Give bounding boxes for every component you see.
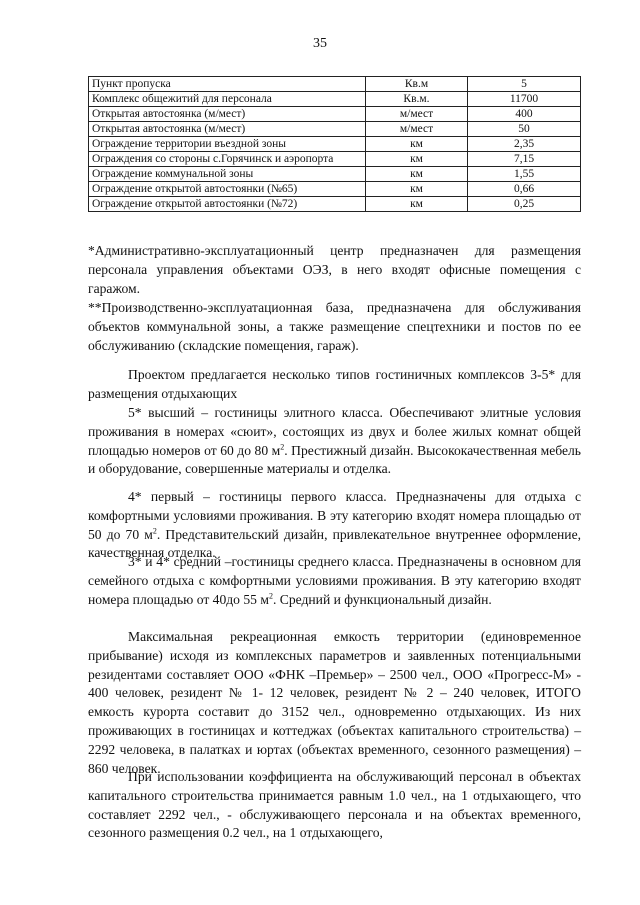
table-row <box>89 152 581 167</box>
table-row <box>89 77 581 92</box>
row-name: Ограждение открытой автостоянки (№65) <box>89 182 366 197</box>
row-unit: км <box>366 167 468 182</box>
footnote-admin-center: *Административно-эксплуатационный центр предназначен для размещения персонала управления объектами ОЭЗ, в него входят офисные помещения с гаражом. <box>88 243 581 296</box>
text-fragment: . Представительский дизайн, привлекательное внутреннее оформление, качественная отделка. <box>88 526 582 561</box>
row-value: 5 <box>468 77 581 92</box>
page-number: 35 <box>313 36 327 51</box>
table-row <box>89 107 581 122</box>
row-unit: м/мест <box>366 107 468 122</box>
superscript: 2 <box>280 442 285 452</box>
superscript: 2 <box>152 526 157 536</box>
text-fragment: 3* и 4* средний –гостиницы среднего класса. Предназначены в основном для семейного отдыха с комфортными условиями проживания. В эту категорию входят номера площадью от 40до 55 м <box>88 554 581 607</box>
row-name: Открытая автостоянка (м/мест) <box>89 107 366 122</box>
row-name: Ограждение открытой автостоянки (№72) <box>89 197 366 212</box>
table-row <box>89 137 581 152</box>
paragraph-staff-coefficient: При использовании коэффициента на обслуживающий персонал в объектах капитального строительства принимается равным 1.0 чел., на 1 отдыхающего, что составляет 2292 чел., - обслуживающего персонала и на объектах временного, сезонного размещения 0.2 чел., на 1 отдыхающего, <box>88 769 581 841</box>
row-unit: км <box>366 137 468 152</box>
row-name: Ограждение территории въездной зоны <box>89 137 366 152</box>
row-unit: м/мест <box>366 122 468 137</box>
text-fragment: . Престижный дизайн. Высококачественная мебель и оборудование, совершенные материалы и отделка. <box>88 442 581 477</box>
row-value: 11700 <box>468 92 581 107</box>
table-row <box>89 182 581 197</box>
row-value: 7,15 <box>468 152 581 167</box>
row-value: 2,35 <box>468 137 581 152</box>
table-row <box>89 167 581 182</box>
table-row <box>89 92 581 107</box>
row-unit: Кв.м <box>366 77 468 92</box>
row-unit: км <box>366 152 468 167</box>
table-row <box>89 197 581 212</box>
table-row <box>89 122 581 137</box>
row-value: 0,66 <box>468 182 581 197</box>
row-name: Комплекс общежитий для персонала <box>89 92 366 107</box>
text-fragment: . Средний и функциональный дизайн. <box>272 591 492 607</box>
paragraph-capacity: Максимальная рекреационная емкость территории (единовременное прибывание) исходя из комплексных параметров и заявленных потенциальными резидентами составляет ООО «ФНК –Премьер» – 2500 чел., ООО «Прогресс-М» - 400 человек, резидент № 1- 12 человек, резидент № 2 – 240 человек, ИТОГО емкость курорта составит до 3152 чел., одновременно отдыхающих. Из них проживающих в гостиницах и коттеджах (объектах капитального строительства) – 2292 человека, в палатках и юртах (объектах временного, сезонного размещения) – 860 человек. <box>88 629 581 776</box>
row-value: 400 <box>468 107 581 122</box>
superscript: 2 <box>268 591 273 601</box>
text-fragment: 5* высший – гостиницы элитного класса. Обеспечивают элитные условия проживания в номерах «сюит», состоящих из двух и более жилых комнат общей площадью номеров от 60 до 80 м <box>88 405 581 458</box>
row-name: Открытая автостоянка (м/мест) <box>89 122 366 137</box>
row-name: Ограждение коммунальной зоны <box>89 167 366 182</box>
row-unit: км <box>366 197 468 212</box>
row-name: Пункт пропуска <box>89 77 366 92</box>
row-value: 1,55 <box>468 167 581 182</box>
text-fragment: 4* первый – гостиницы первого класса. Предназначены для отдыха с комфортными условиями проживания. В эту категорию входят номера площадью от 50 до 70 м <box>88 489 581 542</box>
row-unit: Кв.м. <box>366 92 468 107</box>
paragraph-intro: Проектом предлагается несколько типов гостиничных комплексов 3-5* для размещения отдыхающих <box>88 367 581 401</box>
paragraph-category-4 <box>88 488 581 563</box>
paragraph-category-5 <box>88 404 581 479</box>
row-name: Ограждения со стороны с.Горячинск и аэропорта <box>89 152 366 167</box>
row-value: 0,25 <box>468 197 581 212</box>
footnote-production-base: **Производственно-эксплуатационная база, предназначена для обслуживания объектов коммунальной зоны, а также размещение спецтехники и постов по ее обслуживанию (складские помещения, гараж). <box>88 300 581 353</box>
row-value: 50 <box>468 122 581 137</box>
paragraph-category-3 <box>88 553 581 609</box>
row-unit: км <box>366 182 468 197</box>
facilities-table <box>88 76 581 212</box>
